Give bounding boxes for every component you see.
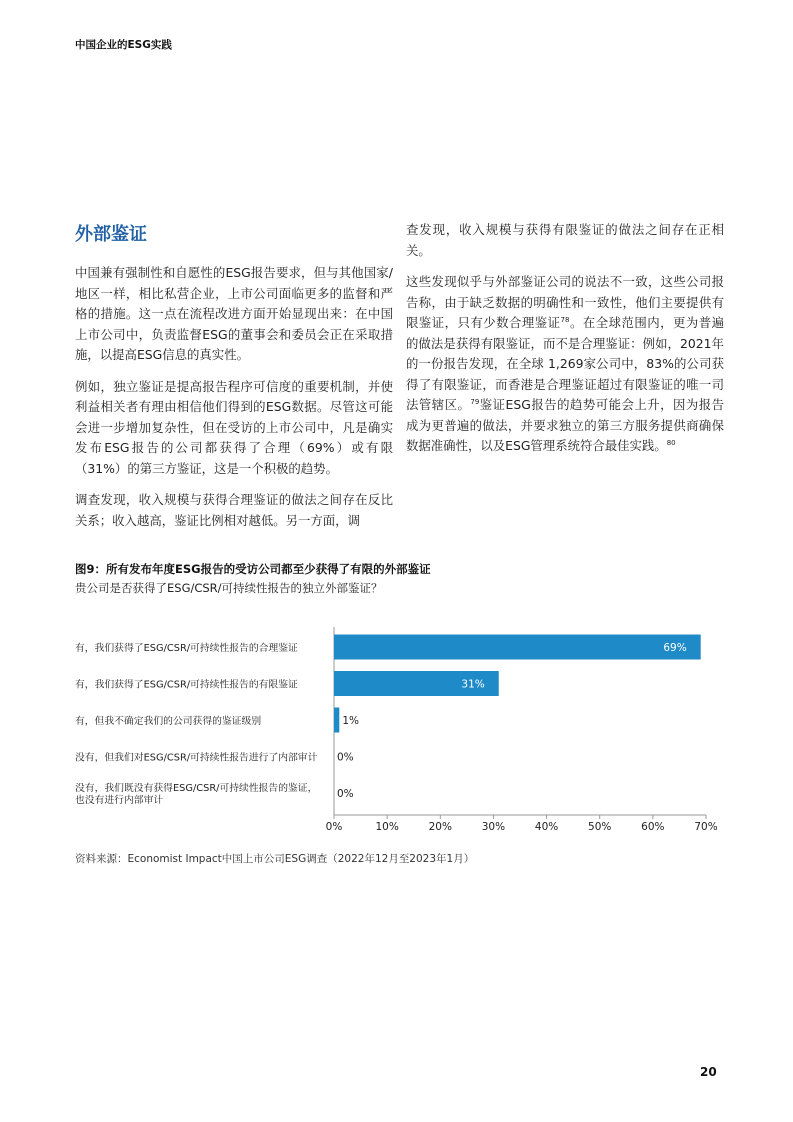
footnote-ref: 78 bbox=[560, 315, 570, 324]
figure-title: 图9：所有发布年度ESG报告的受访公司都至少获得了有限的外部鉴证 bbox=[75, 562, 431, 576]
x-tick-label: 60% bbox=[641, 821, 665, 833]
figure-subtitle: 贵公司是否获得了ESG/CSR/可持续性报告的独立外部鉴证？ bbox=[75, 581, 383, 595]
category-label: 有，我们获得了ESG/CSR/可持续性报告的有限鉴证 bbox=[75, 679, 298, 691]
body-paragraph: 查发现，收入规模与获得有限鉴证的做法之间存在正相关。 bbox=[406, 222, 724, 258]
section-title: 外部鉴证 bbox=[75, 224, 147, 245]
category-label: 也没有进行内部审计 bbox=[75, 795, 164, 806]
page-number: 20 bbox=[700, 1065, 717, 1079]
data-label: 0% bbox=[337, 788, 354, 800]
data-label: 0% bbox=[337, 751, 354, 764]
x-tick-label: 0% bbox=[325, 821, 343, 833]
x-tick-label: 50% bbox=[588, 821, 612, 833]
category-label: 有，但我不确定我们的公司获得的鉴证级别 bbox=[75, 716, 262, 727]
category-label: 没有，但我们对ESG/CSR/可持续性报告进行了内部审计 bbox=[75, 752, 318, 764]
figure-source: 资料来源：Economist Impact中国上市公司ESG调查（2022年12月至2023年1月） bbox=[75, 853, 475, 865]
category-label: 有，我们获得了ESG/CSR/可持续性报告的合理鉴证 bbox=[75, 643, 298, 654]
data-label: 1% bbox=[342, 715, 359, 727]
text-run: 鉴证ESG报告的趋势可能会上升，因为报告成为更普遍的做法，并要求独立的第三方服务提供商确保数据准确性，以及ESG管理系统符合最佳实践。 bbox=[406, 397, 725, 453]
data-label: 31% bbox=[461, 678, 485, 691]
footnote-ref: 79 bbox=[470, 397, 480, 406]
bar bbox=[334, 708, 339, 733]
body-paragraph: 例如，独立鉴证是提高报告程序可信度的重要机制，并使利益相关者有理由相信他们得到的ESG数据。尽管这可能会进一步增加复杂性，但在受访的上市公司中，凡是确实发布ESG报告的公司都获得了合理（69%）或有限（31%）的第三方鉴证，这是一个积极的趋势。 bbox=[75, 378, 393, 476]
footnote-ref: 80 bbox=[666, 438, 676, 447]
bar bbox=[334, 635, 701, 660]
text-run: 这些发现似乎与外部鉴证公司的说法不一致，这些公司报告称，由于缺乏数据的明确性和一致性，他们主要提供有限鉴证，只有少数合理鉴证 bbox=[406, 274, 724, 330]
x-tick-label: 70% bbox=[694, 821, 718, 833]
body-paragraph: 调查发现，收入规模与获得合理鉴证的做法之间存在反比关系；收入越高，鉴证比例相对越低。另一方面，调 bbox=[75, 492, 393, 528]
text-run: 。在全球范围内，更为普遍的做法是获得有限鉴证，而不是合理鉴证：例如，2021年的一份报告发现，在全球 1,269家公司中，83%的公司获得了有限鉴证，而香港是合理鉴证超过有限鉴证的唯一司法管辖区。 bbox=[406, 315, 725, 412]
data-label: 69% bbox=[663, 642, 687, 654]
running-header: 中国企业的ESG实践 bbox=[75, 39, 172, 51]
x-tick-label: 30% bbox=[481, 821, 506, 833]
body-paragraph: 中国兼有强制性和自愿性的ESG报告要求，但与其他国家/地区一样，相比私营企业，上市公司面临更多的监督和严格的措施。这一点在流程改进方面开始显现出来：在中国上市公司中，负责监督ESG的董事会和委员会正在采取措施，以提高ESG信息的真实性。 bbox=[75, 265, 393, 362]
x-tick-label: 20% bbox=[428, 821, 452, 833]
x-tick-label: 40% bbox=[534, 821, 559, 833]
category-label: 没有，我们既没有获得ESG/CSR/可持续性报告的鉴证， bbox=[75, 783, 318, 794]
x-tick-label: 10% bbox=[375, 821, 399, 833]
